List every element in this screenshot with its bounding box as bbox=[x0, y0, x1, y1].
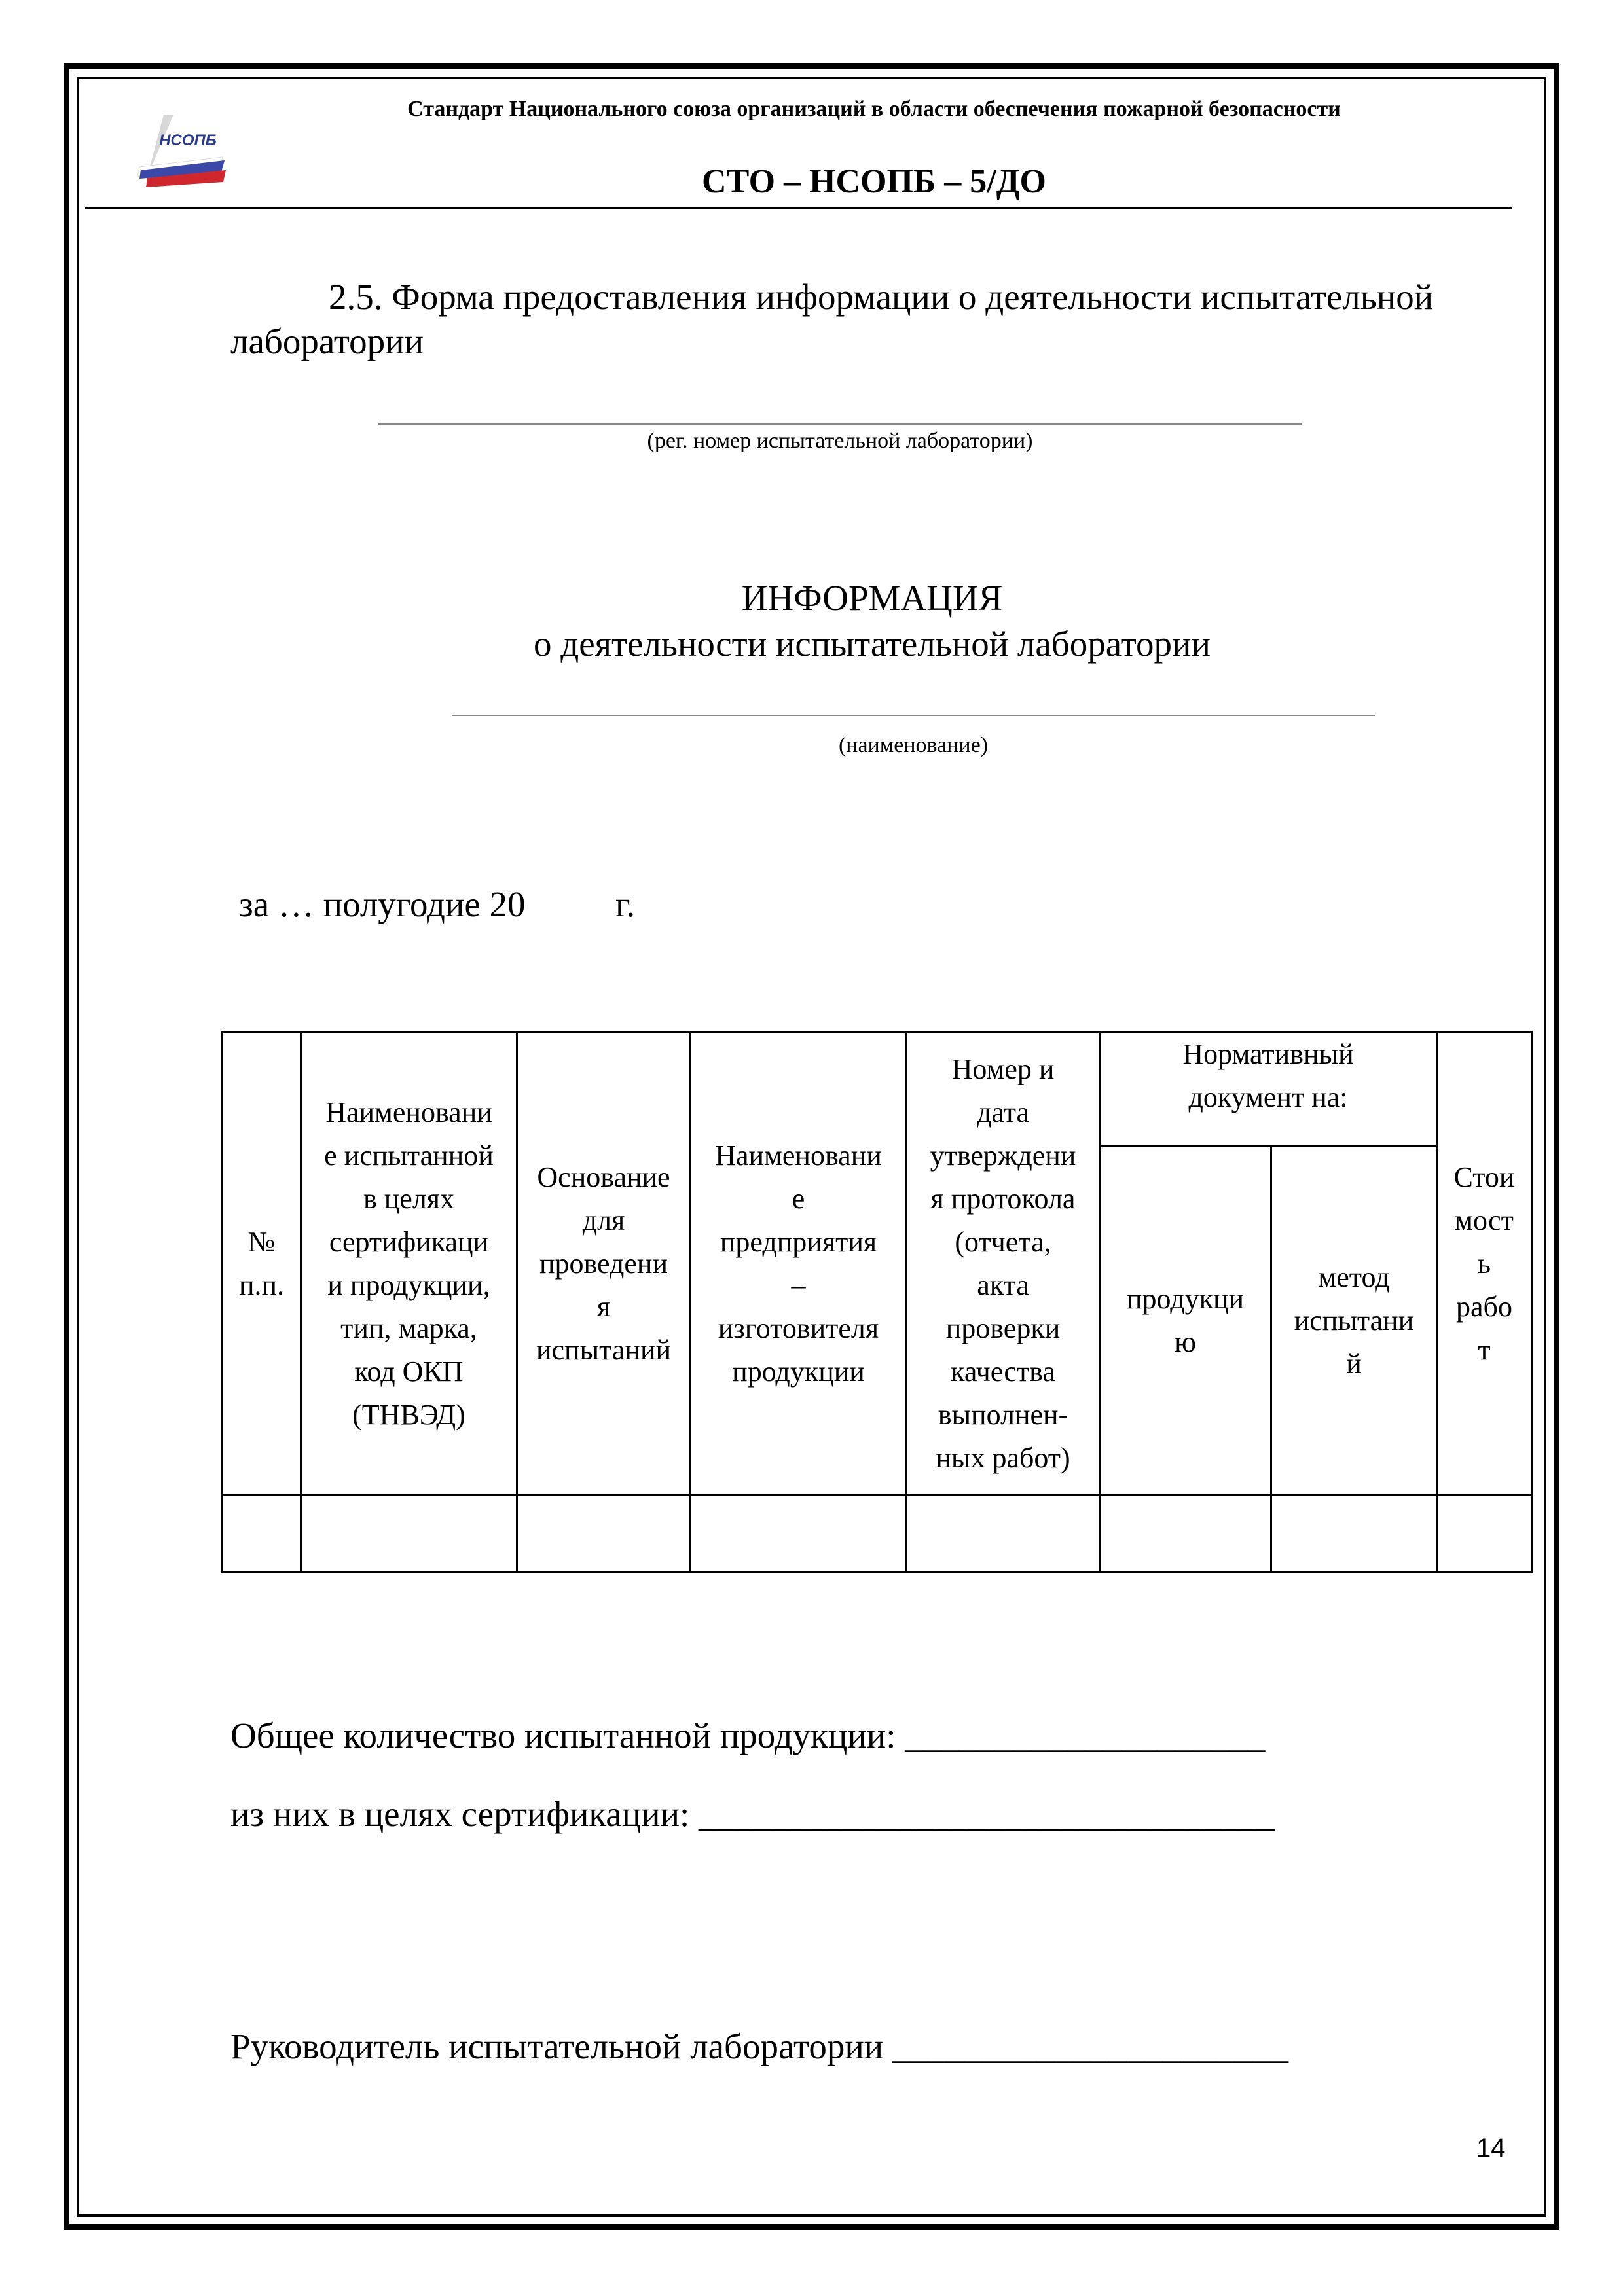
standard-code: СТО – НСОПБ – 5/ДО bbox=[702, 163, 1046, 200]
header-divider bbox=[85, 207, 1512, 209]
table-cell[interactable] bbox=[1271, 1496, 1437, 1572]
header-cell-normative-product: продукци ю bbox=[1100, 1147, 1271, 1496]
report-table bbox=[221, 1031, 1533, 1573]
header-cell-cost: Стои мост ь рабо т bbox=[1437, 1032, 1532, 1496]
table-cell[interactable] bbox=[301, 1496, 517, 1572]
header-cell-basis: Основание для проведени я испытаний bbox=[517, 1032, 691, 1496]
reporting-period: за … полугодие 20 г. bbox=[239, 884, 636, 924]
info-subtitle: о деятельности испытательной лаборатории bbox=[534, 624, 1211, 664]
name-line bbox=[452, 715, 1375, 716]
section-title: 2.5. Форма предоставления информации о деятельности испытательной лаборатории bbox=[230, 277, 1434, 361]
reg-number-line bbox=[378, 423, 1302, 425]
header-cell-normative: Нормативный документ на: bbox=[1100, 1032, 1437, 1147]
table-cell[interactable] bbox=[907, 1496, 1100, 1572]
total-tested-line: Общее количество испытанной продукции: ____________________ bbox=[230, 1715, 1266, 1755]
info-title: ИНФОРМАЦИЯ bbox=[741, 578, 1003, 618]
reg-number-caption: (рег. номер испытательной лаборатории) bbox=[647, 429, 1033, 453]
header-cell-normative-method: метод испытани й bbox=[1271, 1147, 1437, 1496]
header-cell-manufacturer: Наименовани е предприятия – изготовителя продукции bbox=[691, 1032, 907, 1496]
page-number: 14 bbox=[1476, 2134, 1506, 2162]
nsopb-logo bbox=[134, 105, 232, 190]
certification-line: из них в целях сертификации: ________________________________ bbox=[230, 1794, 1275, 1834]
header-cell-number: № п.п. bbox=[223, 1032, 301, 1496]
table-cell[interactable] bbox=[691, 1496, 907, 1572]
table-cell[interactable] bbox=[517, 1496, 691, 1572]
table-cell[interactable] bbox=[223, 1496, 301, 1572]
organization-header: Стандарт Национального союза организаций в области обеспечения пожарной безопасности bbox=[407, 97, 1341, 121]
head-signature-line: Руководитель испытательной лаборатории ______________________ bbox=[230, 2026, 1288, 2066]
table-row bbox=[223, 1496, 1532, 1572]
table-cell[interactable] bbox=[1437, 1496, 1532, 1572]
logo-text: НСОПБ bbox=[159, 132, 217, 149]
name-caption: (наименование) bbox=[838, 733, 989, 757]
header-cell-protocol: Номер и дата утверждени я протокола (отчета, акта проверки качества выполнен- ных работ) bbox=[907, 1032, 1100, 1496]
table-cell[interactable] bbox=[1100, 1496, 1271, 1572]
header-cell-product: Наименовани е испытанной в целях сертификаци и продукции, тип, марка, код ОКП (ТНВЭД) bbox=[301, 1032, 517, 1496]
